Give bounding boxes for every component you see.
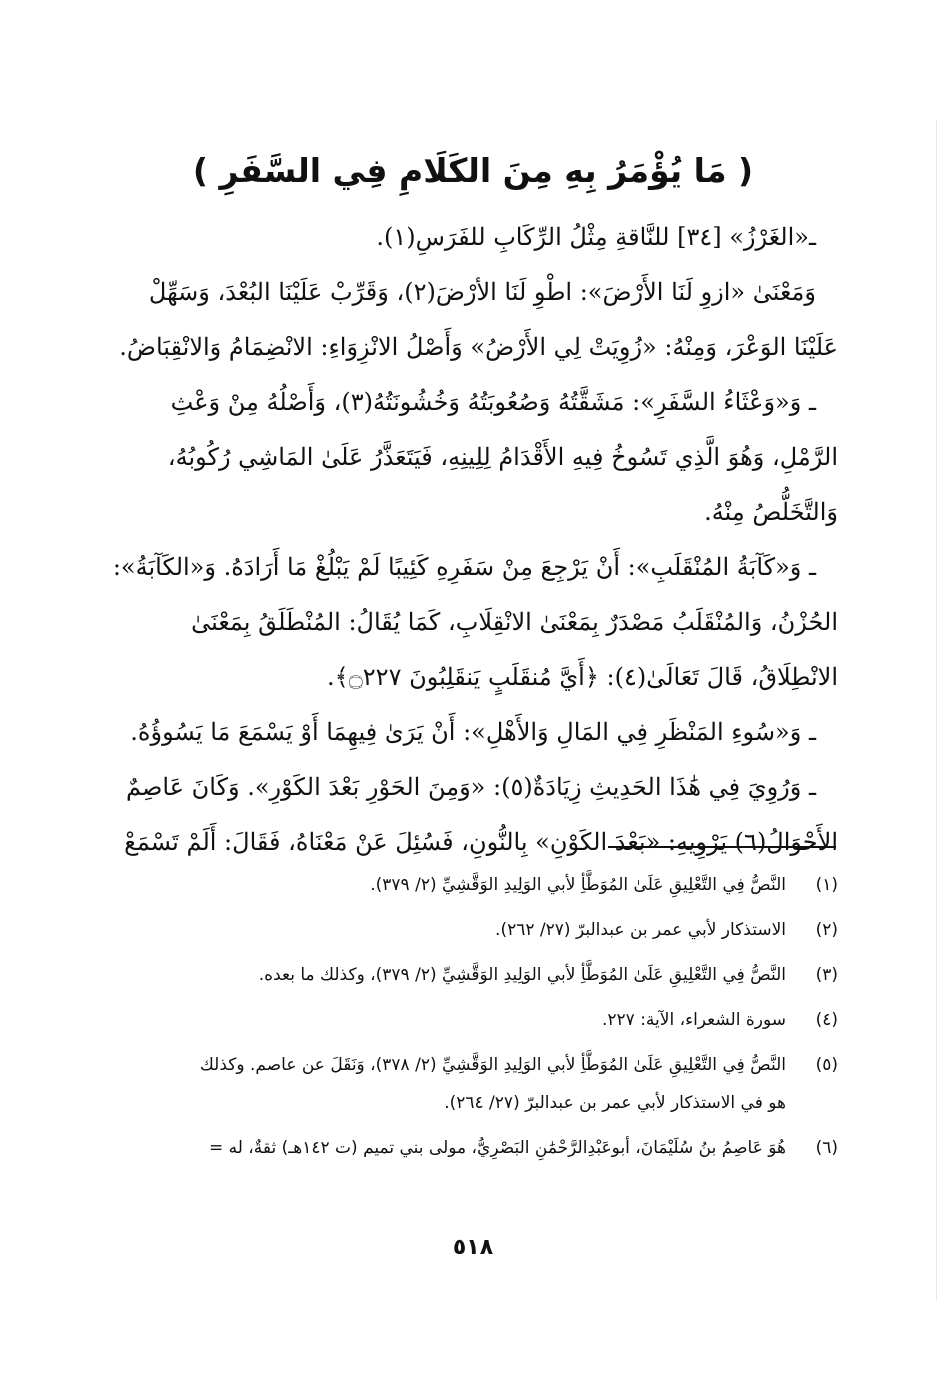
footnote-text bbox=[112, 911, 786, 949]
text-line: الانْطِلَاقُ، قَالَ تَعَالَىٰ(٤): ﴿أَيَّ مُنقَلَبٍ يَنقَلِبُونَ ۝٢٢٧﴾. bbox=[327, 663, 838, 691]
footnote-text bbox=[112, 866, 786, 904]
text-line: ـ وَ«سُوءِ المَنْظَرِ فِي المَالِ وَالأَهْلِ»: أَنْ يَرَىٰ فِيهِمَا أَوْ يَسْمَعَ مَا يَسُوؤُهُ. bbox=[130, 718, 816, 746]
footnote bbox=[112, 1001, 838, 1039]
text-line: الأَحْوَالُ(٦) يَرْوِيهِ: «بَعْدَ الكَوْنِ» بِالنُّونِ، فَسُئِلَ عَنْ مَعْنَاهُ، فَقَالَ: أَلَمْ تَسْمَعْ bbox=[124, 828, 838, 856]
footnote-line: سورة الشعراء، الآية: ٢٢٧. bbox=[601, 1010, 786, 1030]
footnote-line: النَّصُّ فِي التَّعْلِيقِ عَلَىٰ المُوَطَّأِ لأبي الوَلِيدِ الوَقَّشِيِّ (٢/ ٣٧٩)، وكذلك ما بعده. bbox=[258, 965, 786, 985]
text-line: الرَّمْلِ، وَهُوَ الَّذِي تَسُوخُ فِيهِ الأَقْدَامُ لِلِينِهِ، فَيَتَعَذَّرُ عَلَىٰ المَاشِي رُكُوبُهُ، bbox=[167, 443, 838, 471]
footnote-number: (٥) bbox=[815, 1055, 838, 1075]
footnote bbox=[112, 911, 838, 949]
main-text bbox=[112, 210, 838, 870]
footnotes bbox=[112, 866, 838, 1174]
text-line: عَلَيْنَا الوَعْرَ، وَمِنْهُ: «زُوِيَتْ لِي الأَرْضُ» وَأَصْلُ الانْزِوَاءِ: الانْضِمَامُ وَالانْقِبَاضُ. bbox=[119, 333, 838, 361]
text-line: الحُزْنُ، وَالمُنْقَلَبُ مَصْدَرٌ بِمَعْنَىٰ الانْقِلَابِ، كَمَا يُقَالُ: المُنْطَلَقُ بِمَعْنَىٰ bbox=[191, 608, 838, 636]
footnote-line: النَّصُّ فِي التَّعْلِيقِ عَلَىٰ المُوَطَّأِ لأبي الوَلِيدِ الوَقَّشِيِّ (٢/ ٣٧٩). bbox=[370, 875, 786, 895]
footnote-number: (٤) bbox=[815, 1010, 838, 1030]
footnote-text bbox=[112, 1046, 786, 1122]
footnote-number: (٦) bbox=[815, 1138, 838, 1158]
footnote-number: (٢) bbox=[815, 920, 838, 940]
text-line: ـ وَ«وَعْثَاءُ السَّفَرِ»: مَشَقَّتُهُ وَصُعُوبَتُهُ وَخُشُونَتُهُ(٣)، وَأَصْلُهُ مِنْ وَعْثِ bbox=[170, 388, 816, 416]
footnote-text bbox=[112, 956, 786, 994]
footnote-text bbox=[112, 1129, 786, 1167]
footnote bbox=[112, 956, 838, 994]
footnote-number: (٣) bbox=[815, 965, 838, 985]
text-line: ـ«الغَرْزُ» [٣٤] للنَّاقةِ مِثْلُ الرِّكَابِ للفَرَسِ(١). bbox=[376, 223, 816, 251]
footnote-line: هو في الاستذكار لأبي عمر بن عبدالبرّ (٢٧/ ٢٦٤). bbox=[444, 1093, 786, 1113]
footnote bbox=[112, 1046, 838, 1122]
text-line: ـ وَ«كَآبَةُ المُنْقَلَبِ»: أَنْ يَرْجِعَ مِنْ سَفَرِهِ كَئِيبًا لَمْ يَبْلُغْ مَا أَرَادَهُ. وَ«الكَآبَةُ»: bbox=[112, 553, 816, 581]
text-line: وَالتَّخَلُّصُ مِنْهُ. bbox=[704, 498, 838, 526]
text-line: وَمَعْنَىٰ «ازوِ لَنَا الأَرْضَ»: اطْوِ لَنَا الأرْضَ(٢)، وَقَرِّبْ عَلَيْنَا البُعْدَ، وَسَهِّلْ bbox=[148, 278, 816, 306]
section-heading: ( مَا يُؤْمَرُ بِهِ مِنَ الكَلَامِ فِي السَّفَرِ ) bbox=[192, 151, 754, 190]
footnote-text bbox=[112, 1001, 786, 1039]
footnote-number: (١) bbox=[815, 875, 838, 895]
footnote-line: الاستذكار لأبي عمر بن عبدالبرّ (٢٧/ ٢٦٢). bbox=[495, 920, 786, 940]
footnote-separator bbox=[608, 846, 836, 848]
footnote-line: هُوَ عَاصِمُ بنُ سُلَيْمَانَ، أبوعَبْدِالرَّحْمَٰنِ البَصْرِيُّ، مولى بني تميم (ت ١٤٢هـ) ثقةٌ، له = bbox=[208, 1138, 786, 1158]
footnote-line: النَّصُّ فِي التَّعْلِيقِ عَلَىٰ المُوَطَّأِ لأبي الوَلِيدِ الوَقَّشِيِّ (٢/ ٣٧٨)، وَنَقَلَ عن عاصم. وكذلك bbox=[199, 1055, 786, 1075]
page-number: ٥١٨ bbox=[452, 1235, 494, 1260]
footnote bbox=[112, 866, 838, 904]
page-edge bbox=[936, 120, 937, 1300]
footnote bbox=[112, 1129, 838, 1167]
text-line: ـ وَرُوِيَ فِي هَٰذَا الحَدِيثِ زِيَادَةٌ(٥): «وَمِنَ الحَوْرِ بَعْدَ الكَوْرِ». وَكَانَ عَاصِمٌ bbox=[126, 773, 816, 801]
